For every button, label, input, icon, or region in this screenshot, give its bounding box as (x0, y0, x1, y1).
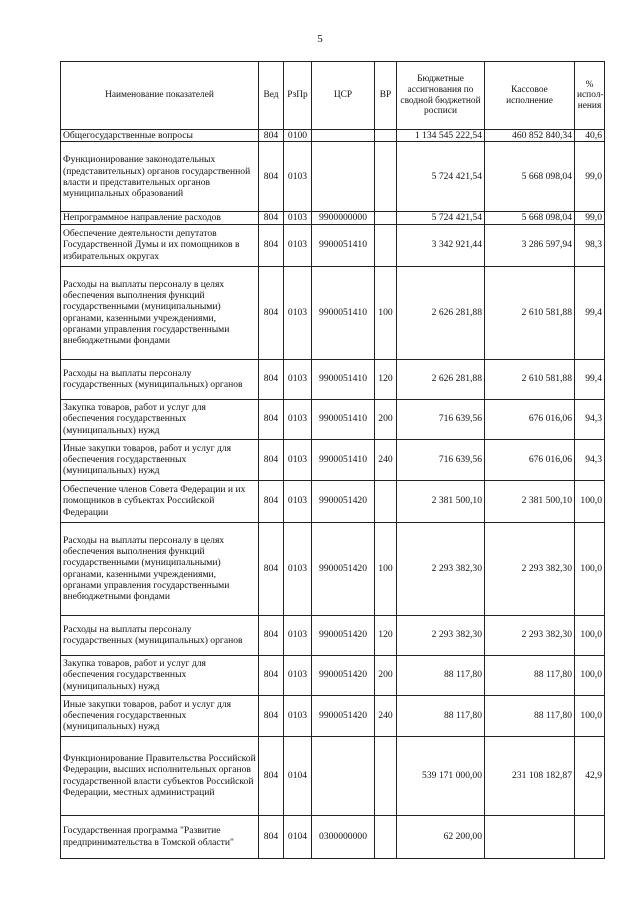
cell-vr: 100 (375, 522, 397, 615)
cell-vr (375, 130, 397, 142)
cell-ved: 804 (259, 815, 284, 858)
cell-csr: 9900051420 (312, 615, 375, 655)
cell-csr: 9900051410 (312, 266, 375, 359)
cell-pct: 100,0 (575, 522, 605, 615)
cell-plan: 62 200,00 (397, 815, 485, 858)
cell-ved: 804 (259, 480, 284, 522)
table-row (61, 439, 605, 480)
table-row (61, 615, 605, 655)
cell-plan: 5 724 421,54 (397, 212, 485, 224)
cell-csr: 9900051410 (312, 224, 375, 266)
cell-vr: 120 (375, 615, 397, 655)
cell-cash: 460 852 840,34 (485, 130, 575, 142)
cell-ved: 804 (259, 224, 284, 266)
table-row (61, 480, 605, 522)
cell-pct: 42,9 (575, 736, 605, 815)
cell-rzpr: 0103 (284, 399, 312, 439)
table-row (61, 695, 605, 736)
cell-plan: 2 381 500,10 (397, 480, 485, 522)
table-row (61, 266, 605, 359)
cell-name: Расходы на выплаты персоналу государственных (муниципальных) органов (61, 615, 259, 655)
page-number: 5 (317, 33, 323, 45)
cell-pct: 99,4 (575, 359, 605, 399)
cell-cash: 2 381 500,10 (485, 480, 575, 522)
cell-plan: 716 639,56 (397, 399, 485, 439)
cell-name: Расходы на выплаты персоналу государственных (муниципальных) органов (61, 359, 259, 399)
cell-vr (375, 142, 397, 212)
cell-ved: 804 (259, 359, 284, 399)
table-header-row (61, 62, 605, 130)
cell-pct: 94,3 (575, 439, 605, 480)
cell-ved: 804 (259, 266, 284, 359)
cell-vr: 100 (375, 266, 397, 359)
cell-name: Иные закупки товаров, работ и услуг для обеспечения государственных (муниципальных) нужд (61, 695, 259, 736)
cell-name: Закупка товаров, работ и услуг для обеспечения государственных (муниципальных) нужд (61, 655, 259, 695)
cell-pct: 98,3 (575, 224, 605, 266)
cell-rzpr: 0103 (284, 439, 312, 480)
cell-name: Обеспечение членов Совета Федерации и их помощников в субъектах Российской Федерации (61, 480, 259, 522)
cell-cash: 2 293 382,30 (485, 615, 575, 655)
cell-name: Расходы на выплаты персоналу в целях обеспечения выполнения функций государственными (муниципальными) органами, казенными учреждениями, органами управления государственными внебюджетными фондами (61, 266, 259, 359)
cell-plan: 2 626 281,88 (397, 266, 485, 359)
cell-cash: 2 293 382,30 (485, 522, 575, 615)
cell-csr: 9900051420 (312, 480, 375, 522)
cell-vr (375, 224, 397, 266)
cell-name: Иные закупки товаров, работ и услуг для обеспечения государственных (муниципальных) нужд (61, 439, 259, 480)
cell-pct (575, 815, 605, 858)
cell-cash: 2 610 581,88 (485, 266, 575, 359)
cell-ved: 804 (259, 615, 284, 655)
cell-ved: 804 (259, 399, 284, 439)
cell-cash: 5 668 098,04 (485, 212, 575, 224)
cell-rzpr: 0103 (284, 480, 312, 522)
cell-pct: 40,6 (575, 130, 605, 142)
table-row (61, 522, 605, 615)
cell-plan: 88 117,80 (397, 695, 485, 736)
cell-rzpr: 0100 (284, 130, 312, 142)
cell-plan: 2 626 281,88 (397, 359, 485, 399)
cell-cash: 231 108 182,87 (485, 736, 575, 815)
cell-ved: 804 (259, 212, 284, 224)
cell-ved: 804 (259, 736, 284, 815)
cell-vr: 200 (375, 655, 397, 695)
cell-rzpr: 0103 (284, 266, 312, 359)
table-row (61, 359, 605, 399)
cell-ved: 804 (259, 695, 284, 736)
cell-name: Государственная программа "Развитие предпринимательства в Томской области" (61, 815, 259, 858)
cell-cash (485, 815, 575, 858)
cell-rzpr: 0103 (284, 224, 312, 266)
cell-rzpr: 0103 (284, 615, 312, 655)
cell-ved: 804 (259, 655, 284, 695)
cell-ved: 804 (259, 522, 284, 615)
header-ved: Вед (259, 62, 284, 130)
cell-pct: 94,3 (575, 399, 605, 439)
cell-cash: 676 016,06 (485, 399, 575, 439)
table-row (61, 212, 605, 224)
header-csr: ЦСР (312, 62, 375, 130)
cell-plan: 716 639,56 (397, 439, 485, 480)
table-row (61, 224, 605, 266)
cell-pct: 100,0 (575, 480, 605, 522)
cell-cash: 3 286 597,94 (485, 224, 575, 266)
cell-ved: 804 (259, 142, 284, 212)
cell-vr: 240 (375, 439, 397, 480)
cell-pct: 100,0 (575, 615, 605, 655)
table-row (61, 142, 605, 212)
cell-plan: 2 293 382,30 (397, 615, 485, 655)
cell-rzpr: 0103 (284, 212, 312, 224)
cell-vr (375, 736, 397, 815)
cell-plan: 1 134 545 222,54 (397, 130, 485, 142)
cell-csr: 9900051410 (312, 399, 375, 439)
cell-csr: 9900051410 (312, 359, 375, 399)
cell-name: Обеспечение деятельности депутатов Государственной Думы и их помощников в избирательных округах (61, 224, 259, 266)
cell-ved: 804 (259, 439, 284, 480)
cell-csr (312, 736, 375, 815)
table-row (61, 815, 605, 858)
cell-name: Функционирование законодательных (представительных) органов государственной власти и представительных органов муниципальных образований (61, 142, 259, 212)
cell-name: Закупка товаров, работ и услуг для обеспечения государственных (муниципальных) нужд (61, 399, 259, 439)
cell-csr (312, 130, 375, 142)
table-row (61, 130, 605, 142)
budget-execution-table (60, 61, 605, 859)
cell-vr (375, 480, 397, 522)
cell-csr: 9900051420 (312, 522, 375, 615)
cell-pct: 100,0 (575, 655, 605, 695)
table-row (61, 736, 605, 815)
cell-plan: 3 342 921,44 (397, 224, 485, 266)
cell-plan: 88 117,80 (397, 655, 485, 695)
cell-cash: 88 117,80 (485, 655, 575, 695)
header-plan: Бюджетные ассигнования по сводной бюджетной росписи (397, 62, 485, 130)
table-row (61, 655, 605, 695)
table-row (61, 399, 605, 439)
cell-cash: 88 117,80 (485, 695, 575, 736)
cell-vr: 120 (375, 359, 397, 399)
cell-rzpr: 0103 (284, 359, 312, 399)
cell-name: Функционирование Правительства Российской Федерации, высших исполнительных органов государственной власти субъектов Российской Федерации, местных администраций (61, 736, 259, 815)
cell-csr: 9900000000 (312, 212, 375, 224)
cell-ved: 804 (259, 130, 284, 142)
cell-rzpr: 0104 (284, 815, 312, 858)
cell-rzpr: 0103 (284, 522, 312, 615)
header-cash: Кассовое исполнение (485, 62, 575, 130)
cell-rzpr: 0103 (284, 142, 312, 212)
header-name: Наименование показателей (61, 62, 259, 130)
cell-vr: 200 (375, 399, 397, 439)
cell-cash: 676 016,06 (485, 439, 575, 480)
cell-pct: 99,0 (575, 142, 605, 212)
header-rzpr: РзПр (284, 62, 312, 130)
cell-vr (375, 815, 397, 858)
cell-pct: 100,0 (575, 695, 605, 736)
cell-vr (375, 212, 397, 224)
cell-rzpr: 0104 (284, 736, 312, 815)
cell-plan: 539 171 000,00 (397, 736, 485, 815)
cell-plan: 2 293 382,30 (397, 522, 485, 615)
cell-csr (312, 142, 375, 212)
cell-rzpr: 0103 (284, 695, 312, 736)
cell-pct: 99,4 (575, 266, 605, 359)
cell-csr: 9900051420 (312, 655, 375, 695)
cell-name: Расходы на выплаты персоналу в целях обеспечения выполнения функций государственными (муниципальными) органами, казенными учреждениями, органами управления государственными внебюджетными фондами (61, 522, 259, 615)
cell-csr: 0300000000 (312, 815, 375, 858)
cell-vr: 240 (375, 695, 397, 736)
cell-cash: 2 610 581,88 (485, 359, 575, 399)
header-pct: % испол-нения (575, 62, 605, 130)
cell-plan: 5 724 421,54 (397, 142, 485, 212)
cell-csr: 9900051410 (312, 439, 375, 480)
cell-rzpr: 0103 (284, 655, 312, 695)
cell-pct: 99,0 (575, 212, 605, 224)
cell-cash: 5 668 098,04 (485, 142, 575, 212)
cell-name: Общегосударственные вопросы (61, 130, 259, 142)
cell-name: Непрограммное направление расходов (61, 212, 259, 224)
cell-csr: 9900051420 (312, 695, 375, 736)
header-vr: ВР (375, 62, 397, 130)
